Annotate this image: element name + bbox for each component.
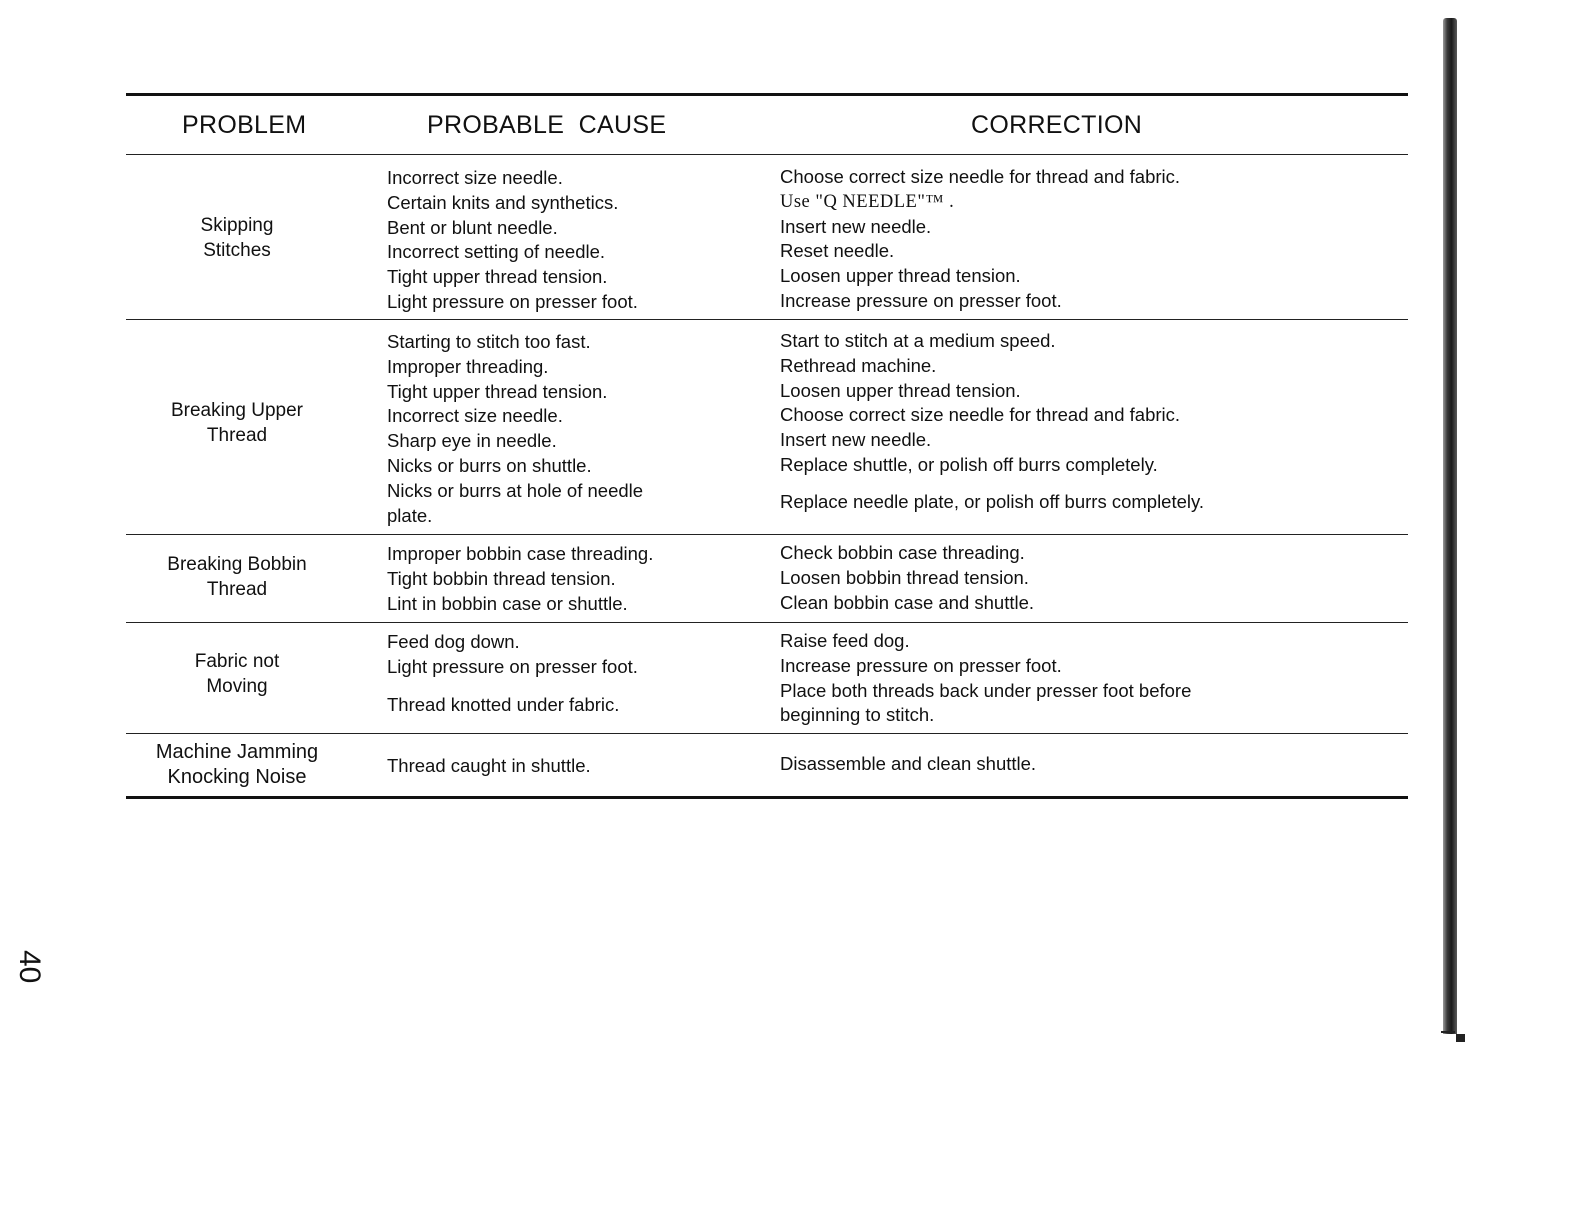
problem-line: Breaking Bobbin [167, 553, 307, 575]
problem-line: Fabric not [194, 651, 280, 672]
correction-column [780, 752, 1420, 777]
correction-column [780, 629, 1420, 728]
cause-column [387, 630, 747, 717]
correction-line: Rethread machine. [780, 354, 937, 376]
cause-column [387, 166, 747, 315]
binding-edge-mark [1456, 1034, 1465, 1042]
correction-line: Check bobbin case threading. [780, 542, 1025, 563]
cause-line: plate. [387, 504, 433, 526]
table-header [126, 96, 1408, 155]
cause-line: Tight bobbin thread tension. [387, 567, 616, 589]
correction-line: Insert new needle. [780, 215, 932, 237]
cause-line: Bent or blunt needle. [387, 216, 558, 238]
correction-column [780, 329, 1420, 515]
cause-line: Lint in bobbin case or shuttle. [387, 592, 628, 614]
correction-line: Loosen upper thread tension. [780, 265, 1021, 287]
troubleshooting-table [126, 93, 1408, 799]
table-row-skipping-stitches [126, 155, 1408, 320]
problem-line: Skipping [200, 215, 274, 236]
correction-line: Start to stitch at a medium speed. [780, 330, 1056, 351]
cause-line: Feed dog down. [387, 631, 520, 652]
cause-line: Improper bobbin case threading. [387, 543, 654, 564]
correction-line: Replace shuttle, or polish off burrs completely. [780, 453, 1158, 475]
correction-line: Replace needle plate, or polish off burrs completely. [780, 490, 1205, 512]
cause-line: Incorrect size needle. [387, 167, 563, 188]
correction-line: Increase pressure on presser foot. [780, 654, 1062, 676]
cause-line: Starting to stitch too fast. [387, 331, 591, 352]
problem-cell [126, 623, 348, 733]
binding-edge-shadow [1443, 18, 1457, 1034]
header-problem: PROBLEM [182, 111, 307, 139]
cause-line: Thread knotted under fabric. [387, 693, 620, 715]
problem-line: Moving [206, 676, 268, 697]
correction-line: Disassemble and clean shuttle. [780, 753, 1037, 774]
table-row-machine-jamming [126, 734, 1408, 799]
correction-line: Increase pressure on presser foot. [780, 289, 1062, 311]
problem-line: Knocking Noise [167, 766, 307, 788]
cause-line: Sharp eye in needle. [387, 430, 557, 452]
cause-line: Thread caught in shuttle. [387, 755, 591, 776]
problem-line: Stitches [203, 240, 271, 261]
header-correction: CORRECTION [971, 111, 1143, 139]
cause-line: Tight upper thread tension. [387, 266, 608, 288]
cause-line: Improper threading. [387, 355, 549, 377]
correction-line: Choose correct size needle for thread and fabric. [780, 404, 1181, 426]
problem-line: Machine Jamming [155, 741, 319, 763]
correction-line: Raise feed dog. [780, 630, 910, 651]
cause-column [387, 330, 747, 528]
problem-cell [126, 155, 348, 319]
problem-line: Breaking Upper [170, 400, 304, 421]
correction-column [780, 165, 1420, 314]
correction-line: Use "Q NEEDLE"™ . [780, 191, 955, 212]
page-number: 40 [13, 950, 46, 984]
correction-line: beginning to stitch. [780, 704, 935, 726]
correction-line: Loosen bobbin thread tension. [780, 566, 1029, 588]
cause-line: Nicks or burrs on shuttle. [387, 454, 592, 476]
cause-column [387, 754, 747, 779]
cause-line: Tight upper thread tension. [387, 380, 608, 402]
correction-line: Place both threads back under presser foot before [780, 679, 1192, 701]
header-probable-cause: PROBABLE CAUSE [427, 111, 667, 139]
correction-line: Insert new needle. [780, 429, 932, 451]
cause-line: Incorrect size needle. [387, 405, 563, 427]
correction-column [780, 541, 1420, 615]
correction-line: Reset needle. [780, 240, 895, 262]
table-row-breaking-bobbin-thread [126, 535, 1408, 623]
problem-cell [126, 320, 348, 534]
cause-line: Light pressure on presser foot. [387, 655, 638, 677]
binding-edge-tick [1441, 1031, 1455, 1033]
cause-line: Nicks or burrs at hole of needle [387, 479, 644, 501]
cause-line: Light pressure on presser foot. [387, 290, 638, 312]
table-row-fabric-not-moving [126, 623, 1408, 734]
table-row-breaking-upper-thread [126, 320, 1408, 535]
problem-cell [126, 535, 348, 622]
cause-column [387, 542, 747, 616]
cause-line: Incorrect setting of needle. [387, 241, 606, 263]
correction-line: Choose correct size needle for thread and fabric. [780, 166, 1181, 187]
correction-line: Loosen upper thread tension. [780, 379, 1021, 401]
correction-line: Clean bobbin case and shuttle. [780, 591, 1035, 613]
problem-line: Thread [206, 425, 268, 446]
problem-line: Thread [206, 578, 268, 600]
cause-line: Certain knits and synthetics. [387, 191, 619, 213]
problem-cell [126, 734, 348, 796]
